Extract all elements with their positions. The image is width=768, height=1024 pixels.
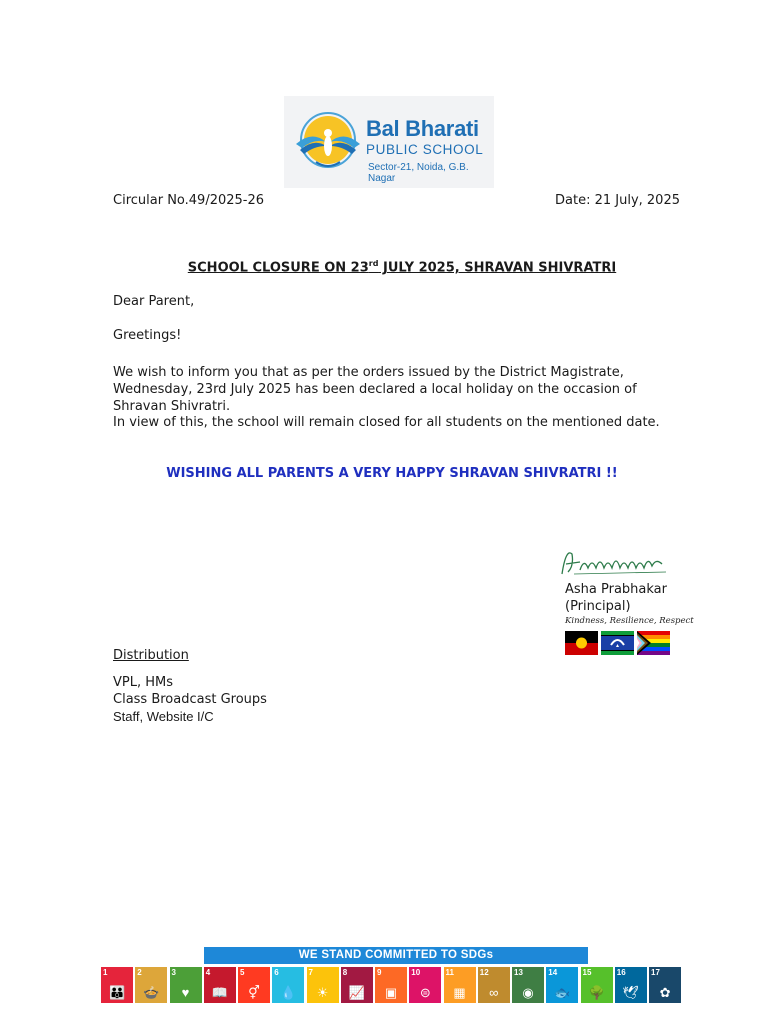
sdg-goal-number: 8 bbox=[342, 968, 348, 977]
sdg-goal-7-tile bbox=[307, 967, 339, 1003]
circular-number: Circular No.49/2025-26 bbox=[113, 193, 265, 208]
sdg-goal-number: 4 bbox=[205, 968, 211, 977]
sdg-goal-6-tile bbox=[272, 967, 304, 1003]
subject-rest: JULY 2025, SHRAVAN SHIVRATRI bbox=[378, 260, 617, 276]
signatory-role: (Principal) bbox=[565, 599, 631, 614]
growth-icon: 📈 bbox=[348, 985, 365, 1000]
sdg-goal-12-tile bbox=[478, 967, 510, 1003]
eye-globe-icon: ◉ bbox=[522, 985, 534, 1000]
circular-date: Date: 21 July, 2025 bbox=[555, 193, 680, 208]
logo-school-subtitle: PUBLIC SCHOOL bbox=[366, 142, 484, 157]
sdg-goal-number: 14 bbox=[548, 968, 558, 977]
subject-prefix: SCHOOL CLOSURE ON 23 bbox=[187, 260, 369, 276]
distribution-line: VPL, HMs bbox=[113, 675, 174, 690]
logo-school-name: Bal Bharati bbox=[366, 116, 479, 141]
sdg-goal-17-tile bbox=[649, 967, 681, 1003]
sdg-goal-number: 1 bbox=[103, 968, 108, 977]
tree-icon: 🌳 bbox=[588, 985, 605, 1000]
sdg-goal-number: 12 bbox=[479, 968, 489, 977]
equal-icon: ⊜ bbox=[419, 985, 431, 1000]
school-logo bbox=[284, 96, 494, 188]
sdg-goal-number: 11 bbox=[445, 968, 454, 977]
sdg-goal-10-tile bbox=[409, 967, 441, 1003]
torres-strait-flag-icon bbox=[601, 631, 634, 655]
school-motto: Kindness, Resilience, Respect bbox=[565, 616, 694, 626]
partnership-icon: ✿ bbox=[659, 985, 671, 1000]
sdg-goal-number: 2 bbox=[137, 968, 142, 977]
greeting: Greetings! bbox=[113, 328, 182, 343]
subject-heading bbox=[0, 259, 768, 275]
aboriginal-flag-icon bbox=[565, 631, 598, 655]
progress-pride-flag-icon bbox=[637, 631, 670, 655]
heartbeat-icon: ♥ bbox=[181, 985, 190, 1000]
winged-emblem-icon bbox=[292, 108, 364, 174]
subject-superscript: rd bbox=[368, 259, 379, 268]
sdg-goal-16-tile bbox=[615, 967, 647, 1003]
signatory-name: Asha Prabhakar bbox=[565, 582, 667, 597]
sdg-goal-number: 7 bbox=[308, 968, 313, 977]
body-paragraph-2: In view of this, the school will remain closed for all students on the mentioned date. bbox=[113, 415, 660, 430]
sdg-goal-14-tile bbox=[546, 967, 578, 1003]
gender-icon: ⚥ bbox=[248, 985, 260, 1000]
sdg-goal-4-tile bbox=[204, 967, 236, 1003]
sdg-goal-9-tile bbox=[375, 967, 407, 1003]
distribution-line: Staff, Website I/C bbox=[113, 709, 214, 724]
principal-signature bbox=[558, 544, 670, 580]
bowl-icon: 🍲 bbox=[143, 985, 160, 1000]
sdg-goal-13-tile bbox=[512, 967, 544, 1003]
sdg-goal-number: 10 bbox=[411, 968, 421, 977]
distribution-heading: Distribution bbox=[113, 648, 189, 663]
sdg-goal-8-tile bbox=[341, 967, 373, 1003]
infinity-icon: ∞ bbox=[489, 985, 499, 1000]
sdg-goal-number: 13 bbox=[514, 968, 523, 977]
sdg-goal-3-tile bbox=[170, 967, 202, 1003]
distribution-line: Class Broadcast Groups bbox=[113, 692, 267, 707]
sdg-goal-number: 6 bbox=[274, 968, 279, 977]
salutation: Dear Parent, bbox=[113, 294, 195, 309]
sdg-goal-number: 17 bbox=[651, 968, 660, 977]
sdg-goal-number: 3 bbox=[171, 968, 176, 977]
body-paragraph-1: We wish to inform you that as per the orders issued by the District Magistrate, Wednesday, 23rd July 2025 has been declared a local holiday on the occasion of Shravan Shivratri. bbox=[113, 365, 637, 414]
sdg-tiles-row bbox=[101, 967, 681, 1003]
dove-icon: 🕊 bbox=[622, 985, 640, 1000]
sdg-goal-number: 15 bbox=[582, 968, 592, 977]
sdg-goal-1-tile bbox=[101, 967, 133, 1003]
logo-address: Sector-21, Noida, G.B. Nagar bbox=[368, 162, 469, 184]
water-icon: 💧 bbox=[280, 985, 297, 1000]
sdg-goal-2-tile bbox=[135, 967, 167, 1003]
sdg-goal-5-tile bbox=[238, 967, 270, 1003]
sdg-goal-15-tile bbox=[581, 967, 613, 1003]
sdg-goal-number: 5 bbox=[240, 968, 245, 977]
sdg-banner: WE STAND COMMITTED TO SDGs bbox=[204, 947, 588, 964]
fish-icon: 🐟 bbox=[554, 985, 571, 1000]
family-icon: 👪 bbox=[108, 985, 126, 1000]
sdg-goal-number: 16 bbox=[616, 968, 626, 977]
book-icon: 📖 bbox=[211, 985, 228, 1000]
buildings-icon: ▦ bbox=[453, 985, 466, 1000]
festival-wish: WISHING ALL PARENTS A VERY HAPPY SHRAVAN SHIVRATRI !! bbox=[166, 466, 618, 481]
sun-icon: ☀ bbox=[316, 985, 329, 1000]
cubes-icon: ▣ bbox=[384, 985, 398, 1000]
sdg-goal-11-tile bbox=[444, 967, 476, 1003]
sdg-goal-number: 9 bbox=[377, 968, 382, 977]
